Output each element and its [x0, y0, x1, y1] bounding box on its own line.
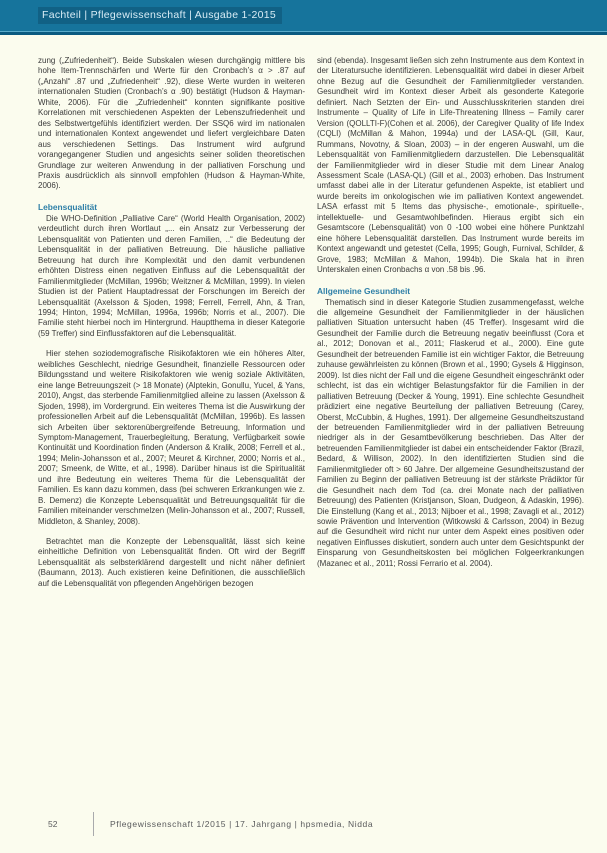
article-body — [38, 56, 584, 599]
footer-journal-line: Pflegewissenschaft 1/2015 | 17. Jahrgang | hpsmedia, Nidda — [110, 819, 374, 829]
page-number: 52 — [48, 819, 58, 829]
section-heading-allgemeine-gesundheit: Allgemeine Gesundheit — [317, 285, 411, 296]
column-right — [317, 56, 584, 599]
page-footer — [0, 810, 607, 838]
paragraph-instrumente: sind (ebenda). Insgesamt ließen sich zehn Instrumente aus dem Kontext in der Literatursuche identifizieren. Lebensqualität wird dabei in dieser Arbeit ohne Bezug auf die Gesundheit der Familienmitglieder verstanden. Gesundheit wird im Kontext dieser Arbeit als gesonderte Kategorie definiert. Nach Setzten der Ein- und Ausschlusskriterien standen drei Instrumente – Quality of Life in Life-Threatening Illness – Family carer Version (QOLLTI-F)(Cohen et al. 2006), der Caregiver Quality of life Index (CQLI) (McMillan & Mahon, 1994a) und der LASA-QL (Gill, Kaur, Rummans, Novotny, & Sloan, 2003) – in der engeren Auswahl, um die Lebensqualität von Familienmitgliedern darzustellen. Die Lebensqualität der Familienmitglieder wird in dieser Studie mit dem Linear Analog Assessment Scale (LASA-QL) (Gill et al., 2003) erhoben. Das Instrument umfasst dabei alle in der Literatur gefundenen Aspekte, ist etabliert und wurde bereits im onkologischen wie im palliativen Kontext angewendet. LASA erfasst mit 5 Items das physische-, emotionale-, spirituelle-, intellektuelle- und Gesamtwohlbefinden. Hieraus ergibt sich ein Gesamtscore (Lebensqualität) von 0 -100 wobei eine höhere Punktzahl eine höhere Lebensqualität darstellen. Das Instrument wurde bereits im Kontext angewandt und getestet (Cella, 1995; Gough, Furnival, Schilder, & Grove, 1983; McMillan & Mahon, 1994b). Die Skala hat in ihren Unterskalen einen Cronbachs α von .58 bis .96. — [317, 56, 584, 275]
journal-header-title: Fachteil | Pflegewissenschaft | Ausgabe 1-2015 — [38, 7, 282, 24]
paragraph-who-definition: Die WHO-Definition „Palliative Care“ (World Health Organisation, 2002) verdeutlicht durch ihren Wortlaut „... ein Ansatz zur Verbesserung der Lebensqualität von Patienten und deren Familien, ..“ die Bedeutung der Lebensqualität in der palliativen Betreuung. Die häusliche palliative Betreuung hat durch ihre Komplexität und den damit verbundenen erhöhten Distress einen negativen Einfluss auf die Lebensqualität der Familienmitglieder (McMillan, 1996b; Weitzner & McMillan, 1999). In vielen Studien ist der Patient Hauptadressat der Forschungen im Bereich der Lebensqualität (Axelsson & Sjoden, 1998; Ferrell, Ferrell, Ahn, & Tran, 1994; Hinton, 1994; McMillan, 1996a, 1996b; Norris et al., 2007). Die Familie steht hierbei noch im Hintergrund. Hauptthema in dieser Kategorie (59 Treffer) sind Einflussfaktoren auf die Lebensqualität. — [38, 213, 305, 338]
paragraph-ssq6-continuation: zung („Zufriedenheit“). Beide Subskalen wiesen durchgängig mittlere bis hohe Item-Trennschärfen und Werte für den Cronbach’s α > .87 auf („Anzahl“ .87 und „Zufriedenheit“ .92), diese Werte wurden in weiteren internationalen Studien (Cronbach’s α .90) bestätigt (Hudson & Hayman-White, 2006). Für die „Zufriedenheit“ konnten signifikante positive Korrelationen mit verschiedenen Aspekten der Lebenszufriedenheit und des Selbstwertgefühls identifiziert werden. Der SSQ6 wird im nationalen und internationalen Kontext angewendet und liefert vergleichbare Daten aus verschiedenen Settings. Das Instrument wird aufgrund vorangegangener Studien und angesichts seiner soliden theoretischen Grundlage zur weiteren Anwendung in der palliativen Forschung und Praxis ausdrücklich als sinnvoll empfohlen (Hudson & Hayman-White, 2006). — [38, 56, 305, 191]
column-left — [38, 56, 305, 599]
header-rule — [0, 32, 607, 35]
paragraph-risikofaktoren: Hier stehen soziodemografische Risikofaktoren wie ein höheres Alter, weibliches Geschlecht, niedrige Gesundheit, finanzielle Ressourcen oder Bildungsstand und weitere Risikofaktoren wie wenig soziale Aktivitäten, eine lange Betreuungszeit (> 18 Monate) (Alptekin, Gonullu, Yucel, & Yans, 2010), Angst, das sterbende Familienmitglied alleine zu lassen (Axelsson & Sjoden, 1998), im Vordergrund. Ein weiteres Thema ist die Auswirkung der professionellen Arbeit auf die Lebensqualität (McMillan, 1996b). Es lassen sich Arbeiten über sektorenübergreifende Betreuung, Information und Symptom-Management, Trauerbegleitung, Beratung, Verfügbarkeit sowie Kontinuität und Koordination finden (Anderson & Kralik, 2008; Ferrell et al., 1994; Melin-Johansson et al., 2007; Meuret & Kirchner, 2000; Norris et al., 2007; Smeenk, de Witte, et al., 1998). Darüber hinaus ist die Spiritualität und ihre Bedeutung ein weiteres Thema für die Lebensqualität der Familien. Es kann dazu kommen, dass (bei schweren Erkrankungen wie z. B. Demenz) die Konzepte Lebensqualität und Betreuungsqualität für die Familien miteinander verschmelzen (Melin-Johansson et al., 2007; Russell, Middleton, & Shanley, 2008). — [38, 349, 305, 526]
paragraph-konzepte-lebensqualitaet: Betrachtet man die Konzepte der Lebensqualität, lässt sich keine einheitliche Definition von Lebensqualität finden. Oft wird der Begriff Lebensqualität als selbsterklärend dargestellt und nicht näher definiert (Baumann, 2013). Auch existieren keine Definitionen, die ausschließlich auf die Lebensqualität von pflegenden Angehörigen bezogen — [38, 537, 305, 588]
section-heading-lebensqualitaet: Lebensqualität — [38, 201, 98, 212]
header-bar — [0, 0, 607, 31]
paragraph-allgemeine-gesundheit: Thematisch sind in dieser Kategorie Studien zusammengefasst, welche die allgemeine Gesundheit der Familienmitglieder in der häuslichen palliativen Situation untersucht haben (45 Treffer). Insgesamt wird die Gesundheit der Familie durch die Betreuung negativ beeinflusst (Cora et al., 2012; Donovan et al., 2011; Flaskerud et al., 2000). Eine gute Gesundheit der betreuenden Familie ist ein wichtiger Faktor, die Betreuung zuhause gewährleisten zu können (Brown et al., 1990; Gysels & Higginson, 2009). Ist dies nicht der Fall und die eigene Gesundheit eingeschränkt oder schlecht, ist das ein wichtiger Belastungsfaktor für die Familien in der palliativen Betreuung (Decker & Young, 1991). Eine schlechte Gesundheit prädiziert eine negative Beurteilung der palliativen Betreuung (Carey, Oberst, McCubbin, & Hughes, 1991). Der allgemeine Gesundheitszustand der betreuenden Familienmitglieder wird in der palliativen Betreuung niedriger als in der Gesamtbevölkerung beschrieben. Das Alter der betreuenden Familienmitglieder ist dabei ein entscheidender Faktor (Brazil, Bedard, & Willison, 2002). In den identifizierten Studien sind die Familienmitglieder oft > 60 Jahre. Der allgemeine Gesundheitszustand der Familien zu Beginn der palliativen Betreuung ist der stärkste Prädiktor für die Gesundheit nach dem Tod (ca. drei Monate nach der palliativen Betreuung) des Patienten (Kristjanson, Sloan, Dudgeon, & Adaskin, 1996). Die Einstellung (Kang et al., 2013; Nijboer et al., 1998; Zavagli et al., 2012) sowie Prävention und Intervention (Witkowski & Carlsson, 2004) in Bezug auf die Gesundheit wird nicht nur unter dem Aspekt eines positiven oder negativen Einflusses diskutiert, sondern auch unter dem Gesichtspunkt der Einsparung von Gesundheitskosten bei möglichen Folgeerkrankungen (Mazanec et al., 2011; Rossi Ferrario et al. 2004). — [317, 297, 584, 568]
